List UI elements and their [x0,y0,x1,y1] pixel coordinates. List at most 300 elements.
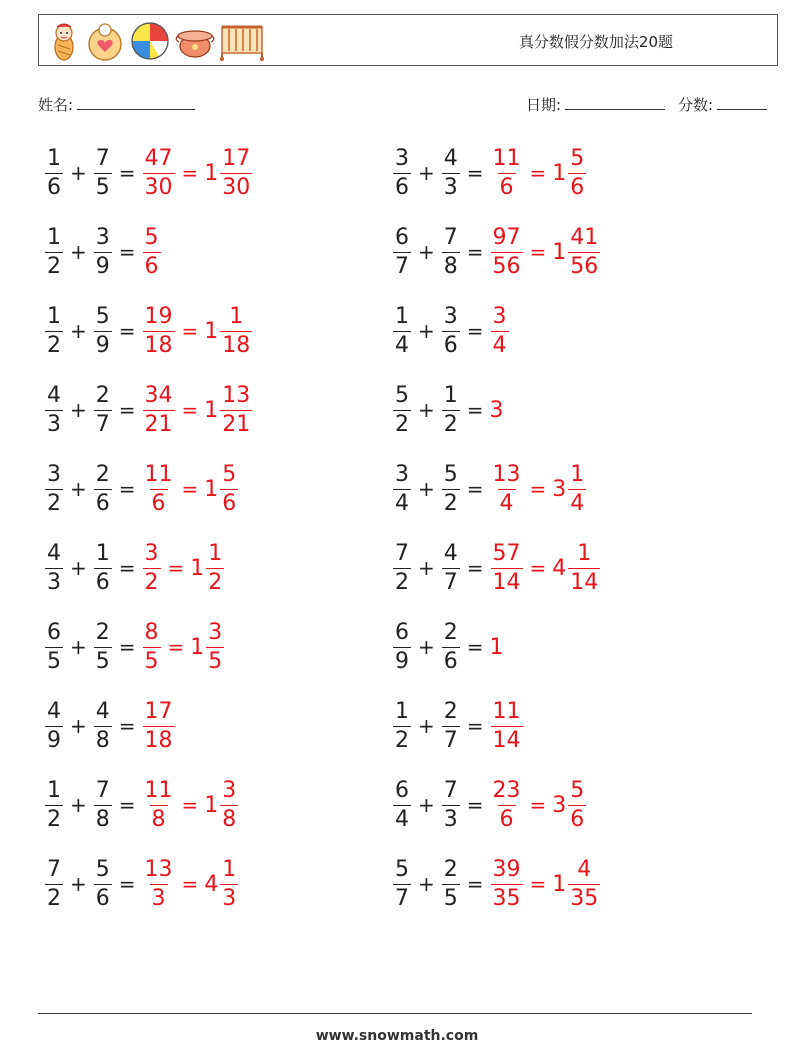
mixed-whole-part: 3 [552,792,567,818]
plus-sign: + [418,872,435,896]
addend-fraction [45,303,63,358]
addend-fraction [393,619,411,674]
answer-improper-fraction [143,856,175,911]
addend-fraction [393,540,411,595]
plus-sign: + [418,714,435,738]
answer [490,540,602,595]
numerator: 7 [95,145,110,171]
denominator: 6 [443,648,458,674]
numerator: 4 [47,698,61,724]
addend-fraction [94,619,112,674]
numerator: 2 [95,461,110,487]
problem-item [44,694,176,758]
addend-fraction [393,461,411,516]
numerator: 1 [47,777,61,803]
numerator: 7 [47,856,61,882]
problem-item [392,141,587,205]
denominator: 3 [222,885,237,911]
addend-fraction [442,540,460,595]
equals-sign: = [466,319,484,343]
denominator: 9 [47,727,61,753]
answer-improper-fraction [491,540,523,595]
numerator: 11 [144,461,173,487]
plus-sign: + [70,477,87,501]
mixed-fraction-part [220,303,252,358]
mixed-fraction-part [206,540,224,595]
addend-fraction [442,777,460,832]
denominator: 6 [395,174,409,200]
numerator: 4 [47,540,61,566]
addend-fraction [94,856,112,911]
mixed-whole-part: 1 [204,792,219,818]
denominator: 6 [95,569,110,595]
denominator: 6 [95,490,110,516]
answer-improper-fraction [143,777,175,832]
answer [142,224,162,279]
denominator: 14 [492,569,521,595]
problem-item [392,536,601,600]
numerator: 8 [144,619,159,645]
addend-fraction [442,461,460,516]
denominator: 21 [144,411,173,437]
denominator: 8 [151,806,166,832]
addend-fraction [393,224,411,279]
mixed-whole-part: 1 [204,160,219,186]
answer-improper-fraction [491,698,523,753]
answer [142,856,240,911]
answer-improper-fraction [143,698,175,753]
answer [490,635,504,660]
denominator: 6 [222,490,237,516]
addend-fraction [45,382,63,437]
mixed-fraction-part [220,856,238,911]
numerator: 1 [577,540,592,566]
numerator: 97 [492,224,521,250]
bib-icon [83,20,127,62]
equals-sign: = [118,714,136,738]
denominator: 9 [395,648,409,674]
numerator: 5 [443,461,458,487]
numerator: 6 [395,224,409,250]
mixed-whole-part: 1 [204,318,219,344]
equals-sign: = [466,477,484,501]
equals-sign: = [529,872,547,896]
addend-fraction [94,461,112,516]
equals-sign: = [118,635,136,659]
answer-improper-fraction [491,461,523,516]
addend-fraction [45,698,63,753]
addend-fraction [45,540,63,595]
denominator: 2 [144,569,159,595]
mixed-whole-part: 1 [552,871,567,897]
numerator: 23 [492,777,521,803]
denominator: 2 [47,332,61,358]
addend-fraction [442,382,460,437]
denominator: 5 [95,648,110,674]
numerator: 5 [95,303,110,329]
denominator: 2 [47,490,61,516]
numerator: 3 [144,540,159,566]
score-label: 分数: [678,96,714,114]
addend-fraction [45,145,63,200]
answer [490,461,588,516]
numerator: 1 [95,540,110,566]
addend-fraction [442,224,460,279]
equals-sign: = [529,240,547,264]
denominator: 4 [395,806,409,832]
answer [142,303,254,358]
problem-item [44,773,239,837]
addend-fraction [393,698,411,753]
numerator: 1 [47,303,61,329]
numerator: 1 [222,856,237,882]
denominator: 14 [492,727,521,753]
denominator: 18 [144,727,173,753]
denominator: 14 [570,569,599,595]
numerator: 2 [443,619,458,645]
addend-fraction [94,698,112,753]
denominator: 30 [144,174,173,200]
answer [142,540,226,595]
equals-sign: = [529,477,547,501]
answer [142,145,254,200]
addend-fraction [94,382,112,437]
numerator: 6 [395,777,409,803]
equals-sign: = [118,240,136,264]
denominator: 3 [47,411,61,437]
equals-sign: = [466,240,484,264]
answer [490,856,602,911]
date-field [526,94,665,115]
denominator: 6 [151,490,166,516]
denominator: 3 [443,174,458,200]
date-label: 日期: [526,96,562,114]
addend-fraction [393,303,411,358]
denominator: 6 [95,885,110,911]
denominator: 56 [492,253,521,279]
answer-improper-fraction [143,145,175,200]
equals-sign: = [181,793,199,817]
numerator: 3 [47,461,61,487]
denominator: 8 [95,806,110,832]
numerator: 19 [144,303,173,329]
equals-sign: = [466,635,484,659]
mixed-fraction-part [568,540,600,595]
equals-sign: = [529,793,547,817]
numerator: 11 [492,698,521,724]
denominator: 2 [47,885,61,911]
mixed-fraction-part [568,856,600,911]
plus-sign: + [418,635,435,659]
numerator: 11 [492,145,521,171]
equals-sign: = [181,161,199,185]
answer [490,145,588,200]
numerator: 7 [443,777,458,803]
problem-item [44,299,253,363]
mixed-whole-part: 3 [552,476,567,502]
mixed-whole-part: 4 [204,871,219,897]
equals-sign: = [466,872,484,896]
mixed-fraction-part [220,461,238,516]
equals-sign: = [118,793,136,817]
numerator: 5 [395,382,409,408]
mixed-fraction-part [568,145,586,200]
denominator: 30 [222,174,251,200]
problem-item [44,220,162,284]
problem-item [44,141,253,205]
equals-sign: = [118,872,136,896]
numerator: 1 [47,145,61,171]
numerator: 17 [222,145,251,171]
denominator: 5 [95,174,110,200]
numerator: 2 [95,619,110,645]
denominator: 18 [144,332,173,358]
problem-item [392,615,504,679]
equals-sign: = [118,398,136,422]
answer [490,303,510,358]
score-blank[interactable] [717,95,767,110]
equals-sign: = [181,319,199,343]
mixed-whole-part: 1 [552,239,567,265]
addend-fraction [94,224,112,279]
answer [490,224,602,279]
plus-sign: + [70,319,87,343]
denominator: 2 [395,727,409,753]
answer-improper-fraction [491,224,523,279]
denominator: 6 [570,806,585,832]
denominator: 8 [222,806,237,832]
equals-sign: = [118,477,136,501]
denominator: 5 [443,885,458,911]
numerator: 1 [570,461,585,487]
mixed-fraction-part [568,777,586,832]
numerator: 3 [395,461,409,487]
equals-sign: = [466,398,484,422]
equals-sign: = [466,556,484,580]
problem-item [44,378,253,442]
numerator: 2 [443,856,458,882]
numerator: 7 [395,540,409,566]
addend-fraction [442,303,460,358]
answer-improper-fraction [491,777,523,832]
denominator: 8 [443,253,458,279]
plus-sign: + [70,240,87,264]
numerator: 13 [222,382,251,408]
numerator: 1 [395,698,409,724]
denominator: 6 [570,174,585,200]
addend-fraction [45,619,63,674]
numerator: 3 [395,145,409,171]
numerator: 34 [144,382,173,408]
plus-sign: + [418,161,435,185]
denominator: 56 [570,253,599,279]
numerator: 6 [47,619,61,645]
denominator: 7 [95,411,110,437]
denominator: 2 [47,253,61,279]
beach-ball-icon [129,20,171,62]
numerator: 11 [144,777,173,803]
problem-item [392,220,601,284]
denominator: 3 [47,569,61,595]
denominator: 6 [443,332,458,358]
mixed-fraction-part [220,777,238,832]
addend-fraction [94,777,112,832]
numerator: 41 [570,224,599,250]
plus-sign: + [418,240,435,264]
denominator: 7 [395,885,409,911]
denominator: 21 [222,411,251,437]
mixed-fraction-part [220,382,252,437]
denominator: 2 [443,411,458,437]
numerator: 5 [570,777,585,803]
numerator: 1 [229,303,244,329]
numerator: 4 [577,856,592,882]
crib-icon [219,21,265,61]
answer-integer: 1 [489,634,504,660]
answer-improper-fraction [491,145,523,200]
denominator: 2 [443,490,458,516]
problem-item [392,773,587,837]
answer-improper-fraction [143,224,161,279]
denominator: 5 [144,648,159,674]
mixed-fraction-part [568,224,600,279]
addend-fraction [393,777,411,832]
numerator: 47 [144,145,173,171]
problem-item [44,536,225,600]
addend-fraction [393,856,411,911]
baby-pot-icon [173,21,217,61]
numerator: 2 [95,382,110,408]
answer-improper-fraction [491,303,509,358]
numerator: 4 [47,382,61,408]
numerator: 3 [443,303,458,329]
denominator: 5 [47,648,61,674]
numerator: 2 [443,698,458,724]
numerator: 5 [95,856,110,882]
addend-fraction [442,619,460,674]
addend-fraction [442,856,460,911]
date-blank[interactable] [565,95,665,110]
problem-item [392,299,510,363]
answer-improper-fraction [143,461,175,516]
answer-improper-fraction [143,382,175,437]
numerator: 4 [443,145,458,171]
denominator: 9 [95,253,110,279]
mixed-fraction-part [220,145,252,200]
plus-sign: + [70,793,87,817]
denominator: 2 [395,569,409,595]
numerator: 5 [570,145,585,171]
addend-fraction [393,145,411,200]
problem-item [392,694,524,758]
problem-item [392,378,504,442]
plus-sign: + [70,161,87,185]
answer [142,461,240,516]
equals-sign: = [466,714,484,738]
denominator: 5 [208,648,223,674]
equals-sign: = [181,872,199,896]
numerator: 5 [144,224,159,250]
denominator: 3 [151,885,166,911]
denominator: 7 [395,253,409,279]
name-blank[interactable] [77,95,195,110]
denominator: 35 [492,885,521,911]
plus-sign: + [418,477,435,501]
denominator: 2 [47,806,61,832]
numerator: 6 [395,619,409,645]
numerator: 1 [47,224,61,250]
plus-sign: + [70,872,87,896]
denominator: 2 [395,411,409,437]
numerator: 1 [443,382,458,408]
mixed-whole-part: 4 [552,555,567,581]
addend-fraction [442,698,460,753]
numerator: 3 [492,303,507,329]
answer-improper-fraction [491,856,523,911]
denominator: 35 [570,885,599,911]
name-field [38,94,195,115]
denominator: 9 [95,332,110,358]
answer [142,382,254,437]
numerator: 3 [222,777,237,803]
numerator: 57 [492,540,521,566]
numerator: 13 [492,461,521,487]
mixed-whole-part: 1 [190,634,205,660]
denominator: 4 [395,490,409,516]
addend-fraction [45,224,63,279]
numerator: 17 [144,698,173,724]
header-icons [47,20,265,62]
addend-fraction [45,856,63,911]
equals-sign: = [529,556,547,580]
addend-fraction [94,540,112,595]
numerator: 3 [95,224,110,250]
denominator: 8 [95,727,110,753]
mixed-whole-part: 1 [204,397,219,423]
denominator: 6 [144,253,159,279]
mixed-whole-part: 1 [190,555,205,581]
numerator: 1 [395,303,409,329]
equals-sign: = [466,161,484,185]
numerator: 1 [208,540,223,566]
denominator: 2 [208,569,223,595]
footer-url: www.snowmath.com [315,1028,479,1044]
answer-improper-fraction [143,540,161,595]
score-field [678,94,767,115]
plus-sign: + [418,793,435,817]
problem-item [392,852,601,916]
baby-icon [47,21,81,61]
answer [142,777,240,832]
denominator: 18 [222,332,251,358]
denominator: 6 [499,174,514,200]
addend-fraction [45,461,63,516]
answer [490,777,588,832]
numerator: 39 [492,856,521,882]
denominator: 3 [443,806,458,832]
answer-improper-fraction [143,303,175,358]
equals-sign: = [167,635,185,659]
addend-fraction [393,382,411,437]
mixed-fraction-part [206,619,224,674]
plus-sign: + [418,319,435,343]
numerator: 4 [95,698,110,724]
mixed-fraction-part [568,461,586,516]
worksheet-title: 真分数假分数加法20题 [518,33,673,51]
numerator: 3 [208,619,223,645]
numerator: 13 [144,856,173,882]
equals-sign: = [118,556,136,580]
